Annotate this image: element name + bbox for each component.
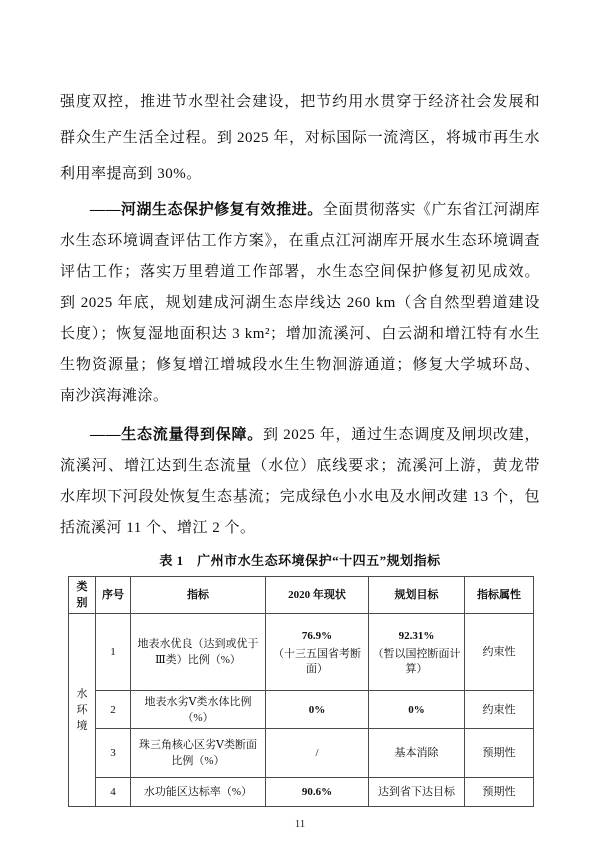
header-indicator: 指标 [131, 577, 266, 614]
attribute-cell: 预期性 [465, 778, 534, 807]
current-value: 76.9% [301, 629, 333, 642]
current-value: 0% [308, 703, 326, 716]
attribute-cell: 预期性 [465, 729, 534, 778]
body-paragraph-3 [60, 420, 540, 544]
page-content [60, 84, 540, 830]
table-caption: 表 1 广州市水生态环境保护“十四五”规划指标 [159, 553, 441, 568]
current-cell [266, 778, 369, 807]
table-row [69, 729, 534, 778]
target-value: 达到省下达目标 [378, 786, 455, 798]
target-value: 92.31% [398, 629, 435, 642]
target-cell [369, 614, 465, 691]
target-cell [369, 729, 465, 778]
row-index: 4 [96, 778, 131, 807]
paragraph-lead: ——河湖生态保护修复有效推进。 [90, 202, 323, 218]
paragraph-lead: ——生态流量得到保障。 [90, 427, 263, 443]
indicator-cell: 地表水劣Ⅴ类水体比例（%） [131, 691, 266, 729]
category-cell: 水环境 [69, 614, 96, 807]
attribute-cell: 约束性 [465, 691, 534, 729]
row-index: 2 [96, 691, 131, 729]
planning-indicators-table [68, 576, 534, 807]
current-value: / [315, 747, 319, 759]
page-number: 11 [294, 818, 306, 830]
target-cell [369, 691, 465, 729]
header-attribute: 指标属性 [465, 577, 534, 614]
table-row [69, 614, 534, 691]
current-value: 90.6% [301, 786, 333, 798]
indicator-cell: 珠三角核心区劣Ⅴ类断面比例（%） [131, 729, 266, 778]
header-category: 类别 [69, 577, 96, 614]
current-cell [266, 691, 369, 729]
attribute-cell: 约束性 [465, 614, 534, 691]
current-cell [266, 614, 369, 691]
table-header-row [69, 577, 534, 614]
paragraph-text: 全面贯彻落实《广东省江河湖库水生态环境调查评估工作方案》，在重点江河湖库开展水生态环境调查评估工作；落实万里碧道工作部署，水生态空间保护修复初见成效。到 2025 年底，规划建成河湖生态岸线达 260 km（含自然型碧道建设长度）；恢复湿地面积达 3 km²；增加流溪河、白云湖和增江特有水生生物资源量；修复增江增城段水生生物洄游通道；修复大学城环岛、南沙滨海滩涂。 [60, 202, 540, 404]
indicator-cell: 地表水优良（达到或优于Ⅲ类）比例（%） [131, 614, 266, 691]
indicator-cell: 水功能区达标率（%） [131, 778, 266, 807]
body-paragraph-2 [60, 195, 540, 412]
current-note: （十三五国省考断面） [273, 647, 361, 675]
header-current-2020: 2020 年现状 [266, 577, 369, 614]
body-paragraph-1 [60, 84, 540, 192]
header-index: 序号 [96, 577, 131, 614]
target-value: 基本消除 [394, 747, 439, 759]
row-index: 3 [96, 729, 131, 778]
table-row [69, 778, 534, 807]
current-cell [266, 729, 369, 778]
header-target: 规划目标 [369, 577, 465, 614]
paragraph-text: 强度双控，推进节水型社会建设，把节约用水贯穿于经济社会发展和群众生产生活全过程。到 2025 年，对标国际一流湾区，将城市再生水利用率提高到 30%。 [60, 94, 540, 182]
target-note: （暂以国控断面计算） [372, 647, 461, 675]
target-cell [369, 778, 465, 807]
target-value: 0% [408, 703, 425, 716]
paragraph-text: 到 2025 年，通过生态调度及闸坝改建，流溪河、增江达到生态流量（水位）底线要求；流溪河上游，黄龙带水库坝下河段处恢复生态基流；完成绿色小水电及水闸改建 13 个，包括流溪河 11 个、增江 2 个。 [60, 427, 540, 536]
table-row [69, 691, 534, 729]
row-index: 1 [96, 614, 131, 691]
